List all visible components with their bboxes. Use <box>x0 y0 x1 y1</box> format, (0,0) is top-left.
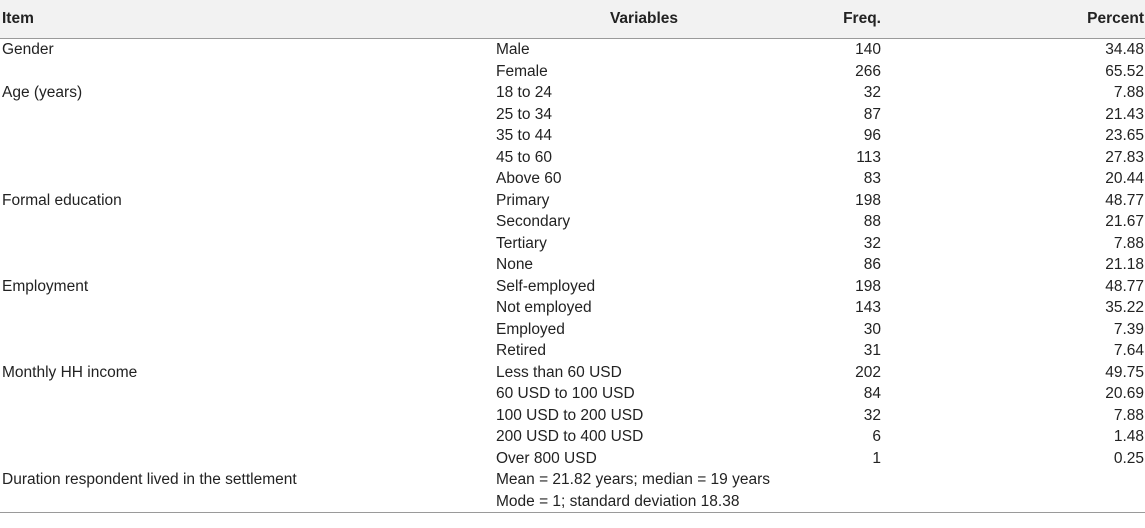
cell-item <box>0 297 496 319</box>
cell-percent: 20.44 <box>1105 170 1144 187</box>
table-row <box>0 39 1145 61</box>
table-row <box>0 233 1145 255</box>
cell-percent: 7.88 <box>1113 406 1144 424</box>
cell-variable: 60 USD to 100 USD <box>496 385 635 402</box>
table-row <box>0 168 1145 190</box>
cell-variable: Primary <box>496 191 550 209</box>
cell-freq: 113 <box>856 148 881 166</box>
cell-percent: 35.22 <box>1105 299 1144 316</box>
cell-freq: 87 <box>863 105 881 123</box>
cell-freq: 198 <box>855 191 881 209</box>
cell-variable: 18 to 24 <box>496 84 553 101</box>
table-row <box>0 82 1145 104</box>
table-row <box>0 491 1145 513</box>
cell-item <box>0 448 496 470</box>
cell-item <box>0 491 496 513</box>
cell-freq: 140 <box>855 41 881 58</box>
cell-item <box>0 426 496 448</box>
table-row <box>0 297 1145 319</box>
cell-item <box>0 211 496 233</box>
cell-item <box>0 405 496 427</box>
cell-freq: 32 <box>863 84 881 101</box>
header-variables: Variables <box>496 0 792 39</box>
cell-variable: Male <box>496 41 530 58</box>
cell-percent: 0.25 <box>1113 449 1144 467</box>
cell-freq: 266 <box>855 62 881 80</box>
cell-variable: Above 60 <box>496 170 562 187</box>
table-row <box>0 405 1145 427</box>
table-row <box>0 147 1145 169</box>
table-row <box>0 125 1145 147</box>
cell-percent: 48.77 <box>1105 277 1144 295</box>
cell-percent: 21.67 <box>1105 213 1144 230</box>
cell-freq <box>792 469 881 491</box>
cell-variable: Secondary <box>496 213 571 230</box>
cell-freq: 32 <box>863 406 881 424</box>
table-row <box>0 190 1145 212</box>
cell-percent: 20.69 <box>1105 385 1144 402</box>
cell-freq: 143 <box>855 299 881 316</box>
cell-percent: 27.83 <box>1105 148 1144 166</box>
cell-freq: 84 <box>863 385 881 402</box>
table-row <box>0 276 1145 298</box>
header-row <box>0 0 1145 39</box>
cell-freq: 86 <box>863 256 881 273</box>
table-row <box>0 426 1145 448</box>
cell-freq: 1 <box>872 449 881 467</box>
cell-item <box>0 233 496 255</box>
table-row <box>0 319 1145 341</box>
cell-percent: 21.18 <box>1105 256 1144 273</box>
table-row <box>0 383 1145 405</box>
cell-item: Employment <box>2 277 89 295</box>
cell-freq: 202 <box>855 363 881 381</box>
cell-item <box>0 319 496 341</box>
cell-freq <box>792 491 881 513</box>
table-row <box>0 448 1145 470</box>
cell-percent: 7.64 <box>1113 342 1144 359</box>
table-row <box>0 254 1145 276</box>
cell-variable: Mode = 1; standard deviation 18.38 <box>496 491 792 513</box>
cell-variable: Mean = 21.82 years; median = 19 years <box>496 471 770 488</box>
cell-freq: 198 <box>855 277 881 295</box>
cell-variable: Less than 60 USD <box>496 363 622 381</box>
cell-item <box>0 254 496 276</box>
cell-item: Formal education <box>2 191 122 209</box>
cell-variable: None <box>496 256 534 273</box>
cell-percent: 48.77 <box>1105 191 1144 209</box>
cell-item <box>0 125 496 147</box>
cell-item: Gender <box>2 41 54 58</box>
cell-item <box>0 340 496 362</box>
table-row <box>0 362 1145 384</box>
table-row <box>0 340 1145 362</box>
cell-percent: 23.65 <box>1105 127 1144 144</box>
cell-item <box>0 61 496 83</box>
cell-item <box>0 383 496 405</box>
table-row <box>0 61 1145 83</box>
header-percent: Percent <box>881 0 1145 39</box>
cell-item <box>0 168 496 190</box>
cell-percent: 7.88 <box>1113 234 1144 252</box>
header-freq: Freq. <box>792 0 881 39</box>
cell-item: Monthly HH income <box>2 363 138 381</box>
cell-percent: 21.43 <box>1105 105 1144 123</box>
cell-freq: 6 <box>872 428 881 445</box>
cell-variable: Over 800 USD <box>496 449 597 467</box>
cell-freq: 83 <box>863 170 881 187</box>
header-item: Item <box>0 0 496 39</box>
cell-variable: 45 to 60 <box>496 148 553 166</box>
cell-variable: Not employed <box>496 299 592 316</box>
cell-variable: Retired <box>496 342 546 359</box>
table-header <box>0 0 1145 39</box>
cell-variable: 25 to 34 <box>496 105 553 123</box>
cell-freq: 96 <box>863 127 881 144</box>
cell-item: Age (years) <box>2 84 83 101</box>
table-row <box>0 469 1145 491</box>
cell-item: Duration respondent lived in the settlement <box>2 471 297 488</box>
cell-percent <box>881 469 1145 491</box>
cell-freq: 32 <box>863 234 881 252</box>
cell-item <box>0 147 496 169</box>
cell-variable: Female <box>496 62 548 80</box>
cell-percent: 34.48 <box>1105 41 1144 58</box>
cell-freq: 88 <box>863 213 881 230</box>
cell-variable: Employed <box>496 320 565 338</box>
cell-freq: 31 <box>863 342 881 359</box>
cell-percent: 7.88 <box>1113 84 1144 101</box>
table-row <box>0 211 1145 233</box>
cell-freq: 30 <box>863 320 881 338</box>
cell-variable: Self-employed <box>496 277 596 295</box>
cell-percent <box>881 491 1145 513</box>
cell-percent: 65.52 <box>1105 62 1144 80</box>
cell-variable: 200 USD to 400 USD <box>496 428 644 445</box>
cell-percent: 1.48 <box>1113 428 1144 445</box>
cell-variable: 35 to 44 <box>496 127 553 144</box>
table-body <box>0 39 1145 513</box>
table-row <box>0 104 1145 126</box>
cell-percent: 49.75 <box>1105 363 1144 381</box>
cell-variable: Tertiary <box>496 234 547 252</box>
cell-variable: 100 USD to 200 USD <box>496 406 644 424</box>
cell-item <box>0 104 496 126</box>
cell-percent: 7.39 <box>1113 320 1144 338</box>
